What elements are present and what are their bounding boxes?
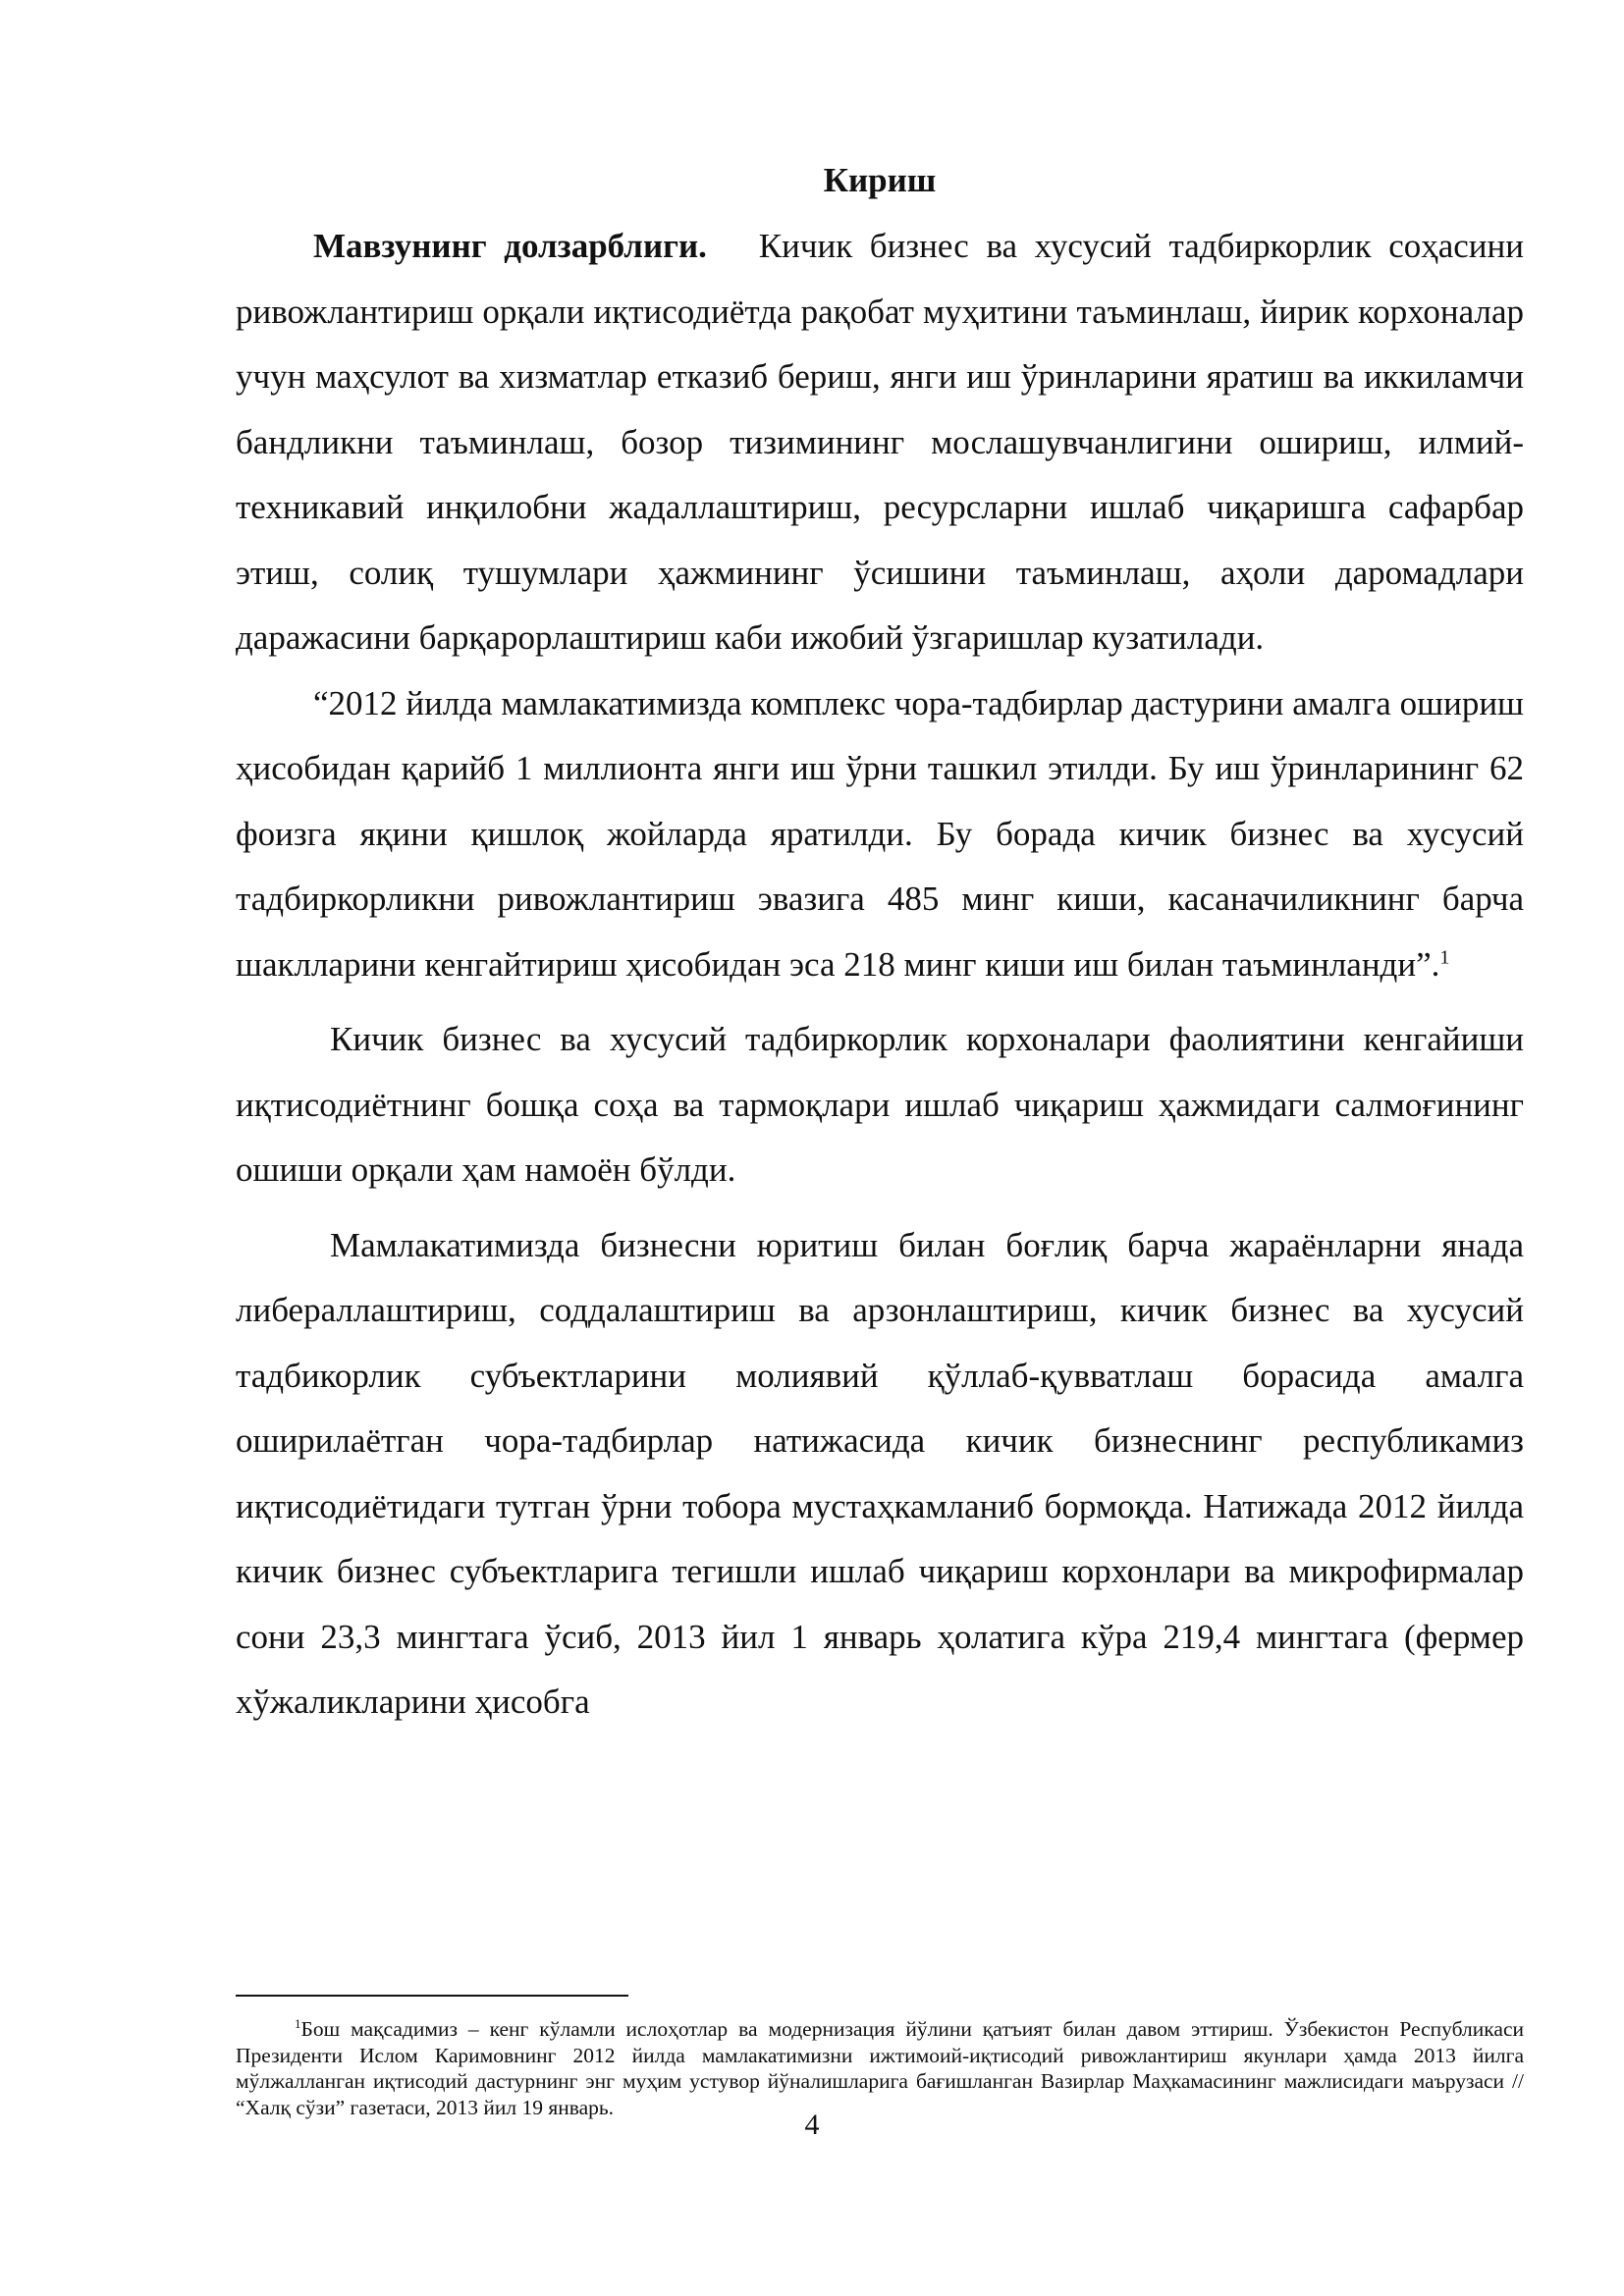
paragraph-expansion: [236, 1007, 1524, 1203]
paragraph-quote: [236, 671, 1524, 998]
footnote-reference: 1: [1439, 945, 1450, 968]
main-text: [236, 149, 1524, 1735]
paragraph-text: Мамлакатимизда бизнесни юритиш билан боғлиқ барча жараёнларни янада либераллаштириш, соддалаштириш ва арзонлаштириш, кичик бизнес ва хусусий тадбикорлик субъектларини молиявий қўллаб-қувватлаш борасида амалга оширилаётган чора-тадбирлар натижасида кичик бизнеснинг республикамиз иқтисодиётидаги тутган ўрни тобора мустаҳкамланиб бормоқда. Натижада 2012 йилда кичик бизнес субъектларига тегишли ишлаб чиқариш корхонлари ва микрофирмалар сони 23,3 мингтага ўсиб, 2013 йил 1 январь ҳолатига кўра 219,4 мингтага (фермер хўжаликларини ҳисобга: [236, 1225, 1524, 1721]
page-number: 4: [804, 2109, 820, 2141]
paragraph-liberalization: [236, 1213, 1524, 1735]
paragraph-text: “2012 йилда мамлакатимизда комплекс чора-тадбирлар дастурини амалга ошириш ҳисобидан қарийб 1 миллионта янги иш ўрни ташкил этилди. Бу иш ўринларининг 62 фоизга яқини қишлоқ жойларда яратилди. Бу борада кичик бизнес ва хусусий тадбиркорликни ривожлантириш эвазига 485 минг киши, касаначиликнинг барча шаклларини кенгайтириш ҳисобидан эса 218 минг киши иш билан таъминланди”.: [236, 683, 1524, 984]
footnote: [236, 2016, 1524, 2120]
paragraph-lead: Мавзунинг долзарблиги.: [313, 227, 707, 265]
footnote-marker: 1: [295, 2015, 301, 2031]
section-heading: Кириш: [823, 161, 937, 199]
paragraph-text: Кичик бизнес ва хусусий тадбиркорлик соҳасини ривожлантириш орқали иқтисодиётда рақобат муҳитини таъминлаш, йирик корхоналар учун маҳсулот ва хизматлар етказиб бериш, янги иш ўринларини яратиш ва иккиламчи бандликни таъминлаш, бозор тизимининг мослашувчанлигини ошириш, илмий-техникавий инқилобни жадаллаштириш, ресурсларни ишлаб чиқаришга сафарбар этиш, солиқ тушумлари ҳажмининг ўсишини таъминлаш, аҳоли даромадлари даражасини барқарорлаштириш каби ижобий ўзгаришлар кузатилади.: [236, 227, 1525, 657]
paragraph-relevance: [236, 214, 1524, 671]
footnote-separator: [236, 1995, 628, 1997]
footnote-text: Бош мақсадимиз – кенг кўламли ислоҳотлар ва модернизация йўлини қатъият билан давом эттириш. Ўзбекистон Республикаси Президенти Ислом Каримовнинг 2012 йилда мамлакатимизни ижтимоий-иқтисодий ривожлантириш якунлари ҳамда 2013 йилга мўлжалланган иқтисодий дастурнинг энг муҳим устувор йўналишларига бағишланган Вазирлар Маҳкамасининг мажлисидаги маърузаси // “Халқ сўзи” газетаси, 2013 йил 19 январь.: [236, 2017, 1524, 2119]
paragraph-text: Кичик бизнес ва хусусий тадбиркорлик корхоналари фаолиятини кенгайиши иқтисодиётнинг бошқа соҳа ва тармоқлари ишлаб чиқариш ҳажмидаги салмоғининг ошиши орқали ҳам намоён бўлди.: [236, 1020, 1524, 1189]
